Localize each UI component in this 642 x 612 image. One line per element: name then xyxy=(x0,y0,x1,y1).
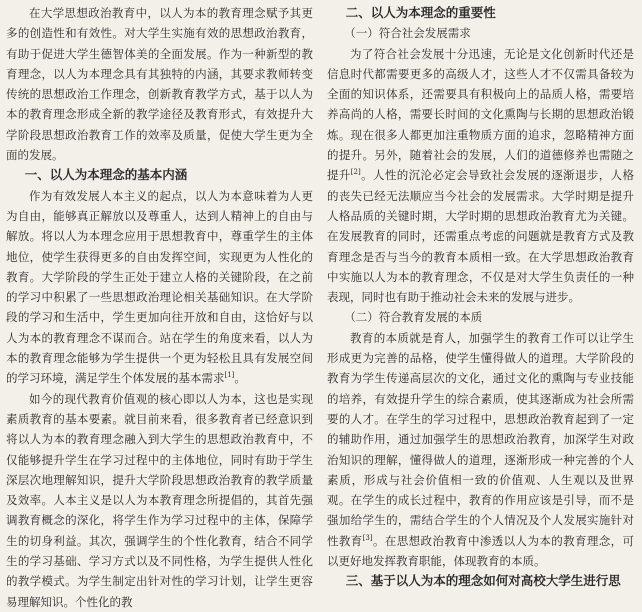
right-column xyxy=(327,3,635,589)
citation-ref: [1] xyxy=(224,371,235,380)
subheading-social-needs: （一）符合社会发展需求 xyxy=(344,26,471,41)
paragraph-modern-values: 如今的现代教育价值观的核心即以人为本，这也是实现素质教育的基本要素。就目前来看，很多教育者已经意识到将以人为本的教育理念融入到大学生的思想政治教育中，不仅能够提升学生在学习过程中的主体地位，同时有助于学生深层次地理解知识，提升大学阶段思想政治教育的教学质量及效率。人本主义是以人为本教育理念所提倡的，其首先强调教育概念的深化，将学生作为学习过程中的主体，保障学生的切身利益。其次，强调学生的个性化教育，结合不同学生的学习基础、学习方式以及不同性格，为学生提供人性化的教学模式。为学生制定出针对性的学习计划，让学生更容易理解知识。个性化的教 xyxy=(6,391,313,609)
section-heading-importance: 二、以人为本理念的重要性 xyxy=(345,5,496,20)
section-heading-how-to: 三、基于以人为本的理念如何对高校大学生进行思 xyxy=(345,573,621,589)
subheading-education-essence: （二）符合教育发展的本质 xyxy=(344,310,483,325)
section-heading-basic-connotation: 一、以人为本理念的基本内涵 xyxy=(24,167,188,183)
paragraph-education-essence: 教育的本质就是育人，加强学生的教育工作可以让学生形成更为完善的品格，使学生懂得做人的道理。大学阶段的教育为学生传递高层次的文化，通过文化的熏陶与专业技能的培养，有效提升学生的综合素质，使其逐渐成为社会所需要的人才。在学生的学习过程中，思想政治教育起到了一定的辅助作用，通过加强学生的思想政治教育，加深学生对政治知识的理解，懂得做人的道理，逐渐形成一种完善的个人素质，形成与社会价值相一致的价值观、人生观以及世界观。在学生的成长过程中，教育的作用应该是引导，而不是强加给学生的，需结合学生的个人情况及个人发展实施针对性教育[3]。在思想政治教育中渗透以人为本的教育理念，可以更好地发挥教育职能，体现教育的本质。 xyxy=(327,330,635,569)
paragraph-social-needs: 为了符合社会发展十分迅速，无论是文化创新时代还是信息时代都需要更多的高级人才，这些人才不仅需具备较为全面的知识体系，还需要具有积极向上的品质人格，需要培养高尚的人格，需要长时间的文化熏陶与长期的思想政治锻炼。现在很多人都更加注重物质方面的追求，忽略精神方面的提升。另外，随着社会的发展，人们的道德修养也需随之提升[2]。人性的沉沦必定会导致社会发展的逐渐退步，人格的丧失已经无法顺应当今社会的发展需求。大学时期是提升人格品质的关键时期，大学时期的思想政治教育尤为关键。在发展教育的同时，还需重点考虑的问题就是教育方式及教育理念是否与当今的教育本质相一致。在大学思想政治教育中实施以人为本的教育理念，不仅是对大学生负责任的一种表现，同时也有助于推动社会未来的发展与进步。 xyxy=(327,46,635,305)
paragraph-basic-connotation: 作为有效发展人本主义的起点，以人为本意味着为人更为自由，能够真正解放以及尊重人，达到人精神上的自由与解放。将以人为本理念应用于思想教育中，尊重学生的主体地位，使学生获得更多的自由发挥空间，实现更为人性化的教育。大学阶段的学生正处于建立人格的关键阶段，在之前的学习中积累了一些思想政治理论相关基础知识。在大学阶段的学习和生活中，学生更加向往开放和自由，这恰好与以人为本的教育理念不谋而合。站在学生的角度来看，以人为本的教育理念能够为学生提供一个更为轻松且具有发展空间的学习环境，满足学生个体发展的基本需求[1]。 xyxy=(6,188,313,386)
citation-ref: [3] xyxy=(362,533,373,542)
left-column xyxy=(6,3,313,609)
intro-paragraph: 在大学思想政治教育中，以人为本的教育理念赋予其更多的创造性和有效性。对大学生实施有效的思想政治教育，有助于促进大学生德智体美的全面发展。作为一种新型的教育理念，以人为本理念具有其独特的内涵，其要求教师转变传统的思想政治工作理念，创新教育教学方式，基于以人为本的教育理念形成全新的教学途径及教育形式，有效提升大学阶段思想政治教育工作的效率及质量，促使大学生更为全面的发展。 xyxy=(6,6,313,163)
citation-ref: [2] xyxy=(350,168,361,177)
